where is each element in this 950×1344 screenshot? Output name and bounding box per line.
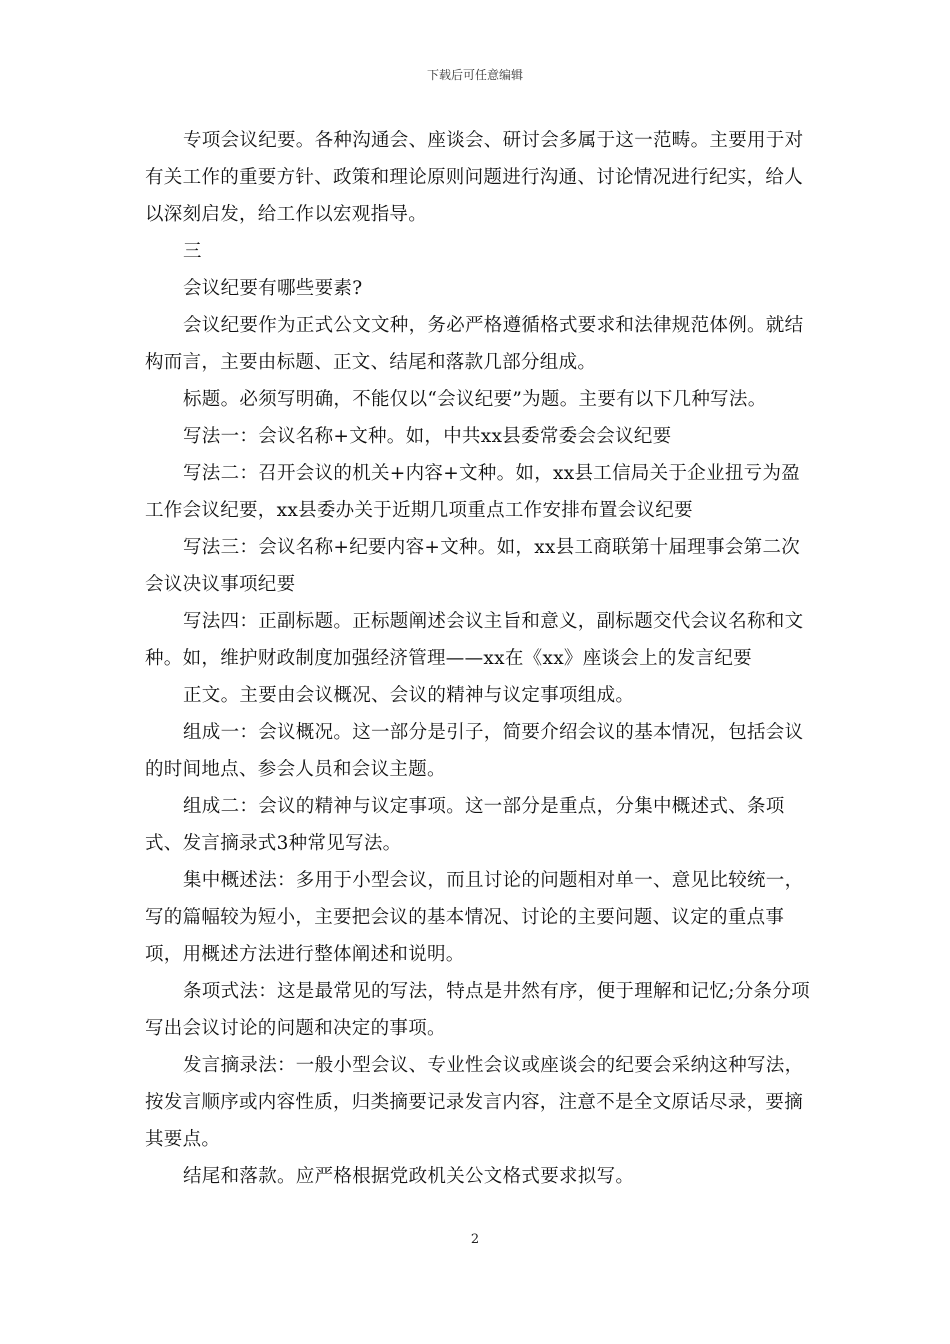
paragraph-part-1: 组成一：会议概况。这一部分是引子，简要介绍会议的基本情况，包括会议的时间地点、参会人员和会议主题。: [145, 722, 804, 780]
paragraph-excerpt-method: 发言摘录法：一般小型会议、专业性会议或座谈会的纪要会采纳这种写法，按发言顺序或内容性质，归类摘要记录发言内容，注意不是全文原话尽录，要摘其要点。: [145, 1055, 804, 1150]
paragraph-ending: 结尾和落款。应严格根据党政机关公文格式要求拟写。: [183, 1166, 635, 1187]
paragraph-special-minutes: 专项会议纪要。各种沟通会、座谈会、研讨会多属于这一范畴。主要用于对有关工作的重要方针、政策和理论原则问题进行沟通、讨论情况进行纪实，给人以深刻启发，给工作以宏观指导。: [145, 130, 804, 225]
paragraph-method-4: 写法四：正副标题。正标题阐述会议主旨和意义，副标题交代会议名称和文种。如，维护财政制度加强经济管理——xx在《xx》座谈会上的发言纪要: [145, 611, 804, 669]
paragraph-title: 标题。必须写明确，不能仅以“会议纪要”为题。主要有以下几种写法。: [183, 389, 767, 410]
paragraph-method-3: 写法三：会议名称+纪要内容+文种。如，xx县工商联第十届理事会第二次会议决议事项纪要: [145, 537, 801, 595]
paragraph-body: 正文。主要由会议概况、会议的精神与议定事项组成。: [183, 685, 635, 706]
page-number: 2: [470, 1232, 480, 1247]
section-heading: 会议纪要有哪些要素?: [183, 278, 363, 299]
paragraph-method-2: 写法二：召开会议的机关+内容+文种。如，xx县工信局关于企业扭亏为盈工作会议纪要，xx县委办关于近期几项重点工作安排布置会议纪要: [145, 463, 801, 521]
paragraph-intro: 会议纪要作为正式公文文种，务必严格遵循格式要求和法律规范体例。就结构而言，主要由标题、正文、结尾和落款几部分组成。: [145, 315, 804, 373]
section-number: 三: [183, 241, 202, 262]
document-body: [145, 122, 811, 1195]
paragraph-summary-method: 集中概述法：多用于小型会议，而且讨论的问题相对单一、意见比较统一，写的篇幅较为短小，主要把会议的基本情况、讨论的主要问题、议定的重点事项，用概述方法进行整体阐述和说明。: [145, 870, 804, 965]
page-header: 下载后可任意编辑: [426, 68, 523, 82]
paragraph-part-2: 组成二：会议的精神与议定事项。这一部分是重点，分集中概述式、条项式、发言摘录式3种常见写法。: [145, 796, 785, 854]
paragraph-method-1: 写法一：会议名称+文种。如，中共xx县委常委会会议纪要: [183, 426, 672, 447]
paragraph-itemized-method: 条项式法：这是最常见的写法，特点是井然有序，便于理解和记忆;分条分项写出会议讨论的问题和决定的事项。: [145, 981, 810, 1039]
